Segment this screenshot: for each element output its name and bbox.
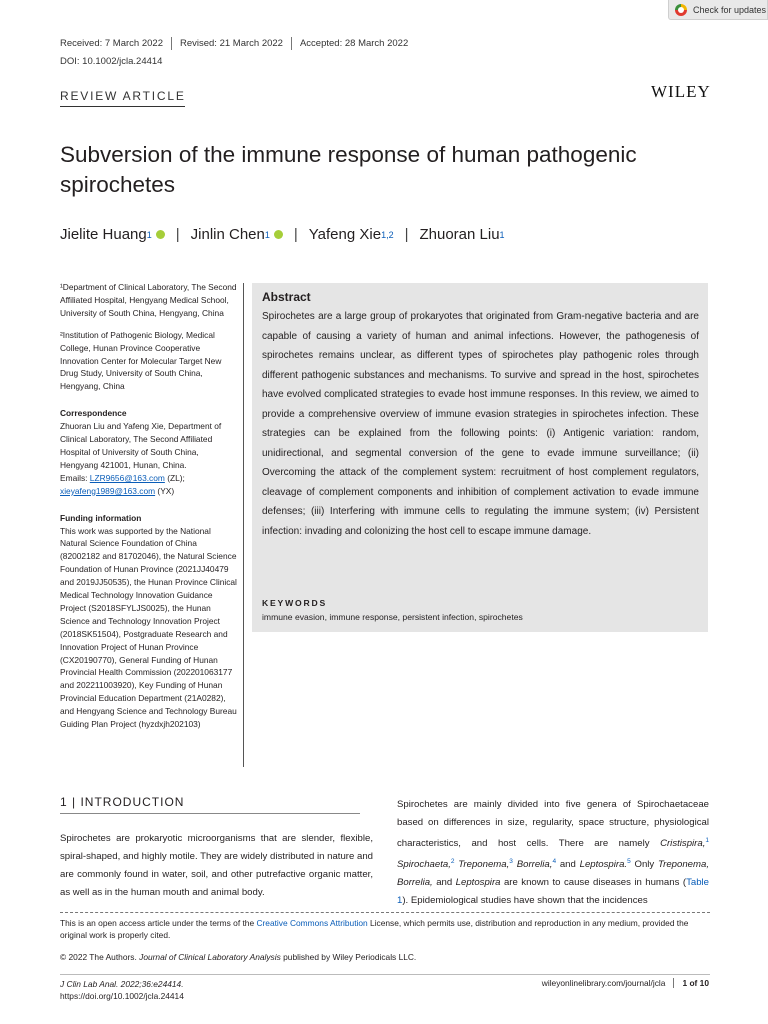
received-date: Received: 7 March 2022	[60, 37, 172, 50]
email-initials: (ZL);	[164, 472, 185, 483]
reference-link[interactable]: 3	[509, 858, 513, 866]
orcid-icon[interactable]	[274, 230, 283, 239]
journal-name: Journal of Clinical Laboratory Analysis	[139, 952, 281, 962]
funding-text: This work was supported by the National Natural Science Foundation of China (82002182 and 81702046), the Natural Science Foundation of Hunan Province (2021JJ40479 and 2019JJ50535), the Hunan Province Clinical Medical Technology Innovation Guidance Project (S2018SFYLJS0025), the Hunan Science and Technology Innovation Project (2018SK51504), Postgraduate Research and Innovation Project of Hunan Province (CX20190770), General Funding of Hunan Provincial Health Commission (202201063177 and 202211003920), Key Funding of Hunan Provincial Education Department (21A0282), and Hengyang Science and Technology Bureau Guiding Plan Project (hyzdxjh202103)	[60, 525, 237, 730]
table-link[interactable]: Table 1	[397, 877, 709, 907]
accepted-date: Accepted: 28 March 2022	[299, 38, 409, 49]
footer-right	[510, 978, 709, 988]
article-dates	[60, 37, 416, 50]
text-run: License, which permits use, distribution and reproduction in any medium, provided the original work is properly cited.	[60, 918, 689, 940]
text-run: and	[556, 859, 580, 871]
author-name[interactable]: Jielite Huang	[60, 226, 147, 243]
author-name[interactable]: Zhuoran Liu	[419, 226, 500, 243]
doi-link[interactable]: https://doi.org/10.1002/jcla.24414	[60, 991, 184, 1001]
text-run: and	[432, 877, 456, 889]
emails-label: Emails:	[60, 472, 88, 483]
author-name[interactable]: Jinlin Chen	[190, 226, 265, 243]
intro-paragraph: Spirochetes are prokaryotic microorganisms that are slender, flexible, spiral-shaped, and highly motile. They are widely distributed in nature and are commonly found in water, soil, and other putrefactive organic matter, as well as in the human mouth and animal body.	[60, 833, 373, 898]
author-separator: |	[404, 226, 409, 243]
author-separator: |	[293, 226, 298, 243]
keywords-heading: KEYWORDS	[262, 598, 328, 608]
genus-name: Treponema, Borrelia,	[397, 859, 710, 889]
publisher-logo: WILEY	[651, 82, 711, 101]
section-heading: 1 | INTRODUCTION	[60, 795, 185, 809]
crossmark-icon	[675, 4, 687, 16]
revised-date: Revised: 21 March 2022	[172, 37, 292, 50]
column-divider	[243, 283, 244, 767]
footnote-divider	[60, 912, 710, 913]
footer-divider	[60, 974, 710, 975]
author-list	[60, 226, 505, 243]
author-affiliation-ref[interactable]: 1	[264, 229, 270, 240]
author-affiliation-ref[interactable]: 1	[146, 229, 152, 240]
article-type-underline	[60, 106, 185, 107]
text-run: Spirochetes are mainly divided into five genera of Spirochaetaceae based on differences in size, regularity, space structure, physiological characteristics, and host cells. There are namely	[397, 799, 709, 850]
email-link[interactable]: LZR9656@163.com	[89, 472, 165, 483]
footer-citation	[60, 978, 184, 1002]
correspondence-text: Zhuoran Liu and Yafeng Xie, Department of Clinical Laboratory, The Second Affiliated Hospital of University of South China, Hengyang 421001, Hunan, China.	[60, 421, 222, 470]
article-doi: DOI: 10.1002/jcla.24414	[60, 56, 163, 67]
reference-link[interactable]: 2	[450, 858, 455, 866]
reference-link[interactable]: 5	[627, 858, 631, 866]
check-for-updates-button[interactable]	[668, 0, 768, 20]
genus-name: Cristispira,	[660, 838, 706, 850]
abstract-text: Spirochetes are a large group of prokaryotes that originated from Gram-negative bacteria and are capable of causing a variety of human and animal infections. However, the pathogenesis of spirochetes remains unclear, as different types of spirochetes play pathogenic roles through different pathogenic substances and mechanisms. To survive and spread in the host, spirochetes have evolved complicated strategies to evade host immune responses. In this review, we aimed to provide a comprehensive overview of immune evasion strategies in spirochetes infection. These strategies can be explained from the following points: (i) Antigenic variation: random, unidirectional, and segmental conversion of the gene to evade immune surveillance; (ii) Overcoming the attack of the complement system: recruitment of host complement regulators, cleavage of complement components and inhibition of complement activation to evade immune defenses; (iii) Interfering with immune cells to regulating the immune system; (iv) Persistent infection: invading and colonizing the host cell to escape immune damage.	[262, 311, 699, 537]
affiliation: ¹Department of Clinical Laboratory, The Second Affiliated Hospital, Hengyang Medical School, University of South China, Hengyang, China	[60, 282, 237, 318]
genus-name: Spirochaeta,	[397, 859, 451, 871]
email-link[interactable]: xieyafeng1989@163.com	[60, 485, 156, 496]
copyright-notice	[60, 952, 416, 962]
journal-url-link[interactable]: wileyonlinelibrary.com/journal/jcla	[541, 978, 666, 988]
funding-heading: Funding information	[60, 512, 142, 523]
check-for-updates-label: Check for updates	[693, 4, 767, 15]
article-title: Subversion of the immune response of human pathogenic spirochetes	[60, 142, 637, 197]
genus-name: Borrelia,	[516, 859, 553, 871]
text-run: ). Epidemiological studies have shown that the incidences	[402, 895, 648, 907]
text-run: Only	[630, 859, 658, 871]
text-run: This is an open access article under the terms of the	[60, 918, 257, 928]
article-type: REVIEW ARTICLE	[60, 89, 186, 103]
intro-paragraph-right	[397, 796, 709, 910]
correspondence-emails	[60, 472, 238, 498]
citation-text: J Clin Lab Anal. 2022;36:e24414.	[60, 979, 184, 989]
open-access-note	[60, 917, 710, 941]
correspondence-heading: Correspondence	[60, 408, 127, 419]
text-run: are known to cause diseases in humans (	[500, 877, 687, 889]
abstract-heading: Abstract	[262, 290, 311, 304]
genus-name: Treponema,	[458, 859, 510, 871]
section-heading-rule	[60, 813, 360, 814]
author-affiliation-ref[interactable]: 1	[499, 229, 505, 240]
author-affiliation-ref[interactable]: 1,2	[381, 229, 394, 240]
reference-link[interactable]: 1	[705, 837, 709, 844]
license-link[interactable]: Creative Commons Attribution	[256, 918, 368, 928]
keywords-list: immune evasion, immune response, persistent infection, spirochetes	[262, 612, 523, 622]
author-name[interactable]: Yafeng Xie	[308, 226, 382, 243]
author-separator: |	[175, 226, 180, 243]
text-run: published by Wiley Periodicals LLC.	[280, 952, 417, 962]
email-initials: (YX)	[155, 485, 175, 496]
orcid-icon[interactable]	[156, 230, 165, 239]
article-sidebar	[60, 281, 238, 740]
page-number: 1 of 10	[673, 978, 709, 988]
genus-name: Leptospira.	[579, 859, 628, 871]
genus-name: Leptospira	[455, 877, 501, 889]
affiliation: ²Institution of Pathogenic Biology, Medical College, Hunan Province Cooperative Innovation Center for Molecular Target New Drug Study, University of South China, Hengyang, China	[60, 329, 222, 392]
reference-link[interactable]: 4	[552, 858, 557, 866]
text-run: © 2022 The Authors.	[60, 952, 140, 962]
